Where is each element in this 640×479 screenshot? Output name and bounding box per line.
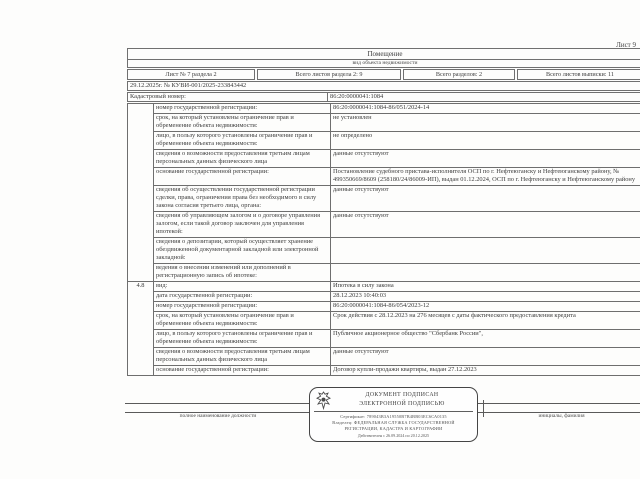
table-row <box>128 311 640 329</box>
rosreestr-emblem-icon <box>316 391 331 410</box>
initials-caption: инициалы, фамилия <box>538 413 585 419</box>
table-row <box>128 263 640 281</box>
signature-line-left-top <box>125 403 311 404</box>
row-label-cell: сведения о возможности предоставления третьим лицам персональных данных физического лица <box>154 149 331 167</box>
sheet-counts-row <box>127 69 640 80</box>
row-number-cell: 4.8 <box>128 281 154 375</box>
table-row <box>128 291 640 301</box>
table-row <box>128 113 640 131</box>
count-cell-section-sheets: Всего листов раздела 2: 9 <box>257 69 401 80</box>
table-row <box>128 365 640 375</box>
count-cell-sections: Всего разделов: 2 <box>403 69 515 80</box>
table-row <box>128 237 640 263</box>
position-caption: полное наименование должности <box>179 413 257 419</box>
registration-table-body <box>128 103 640 375</box>
registration-table <box>127 103 640 376</box>
row-value-cell: не определено <box>331 131 640 149</box>
stamp-header <box>314 391 473 410</box>
row-label-cell: сведения об управляющем залогом и о договоре управления залогом, если такой договор заключен для управления ипотекой: <box>154 211 331 237</box>
signature-stamp <box>309 387 478 442</box>
stamp-validity: Действителен с 26.09.2024 по 20.12.2025 <box>357 433 430 439</box>
row-label-cell: сведения о депозитарии, который осуществляет хранение обездвиженной документарной закладной или электронной закладной: <box>154 237 331 263</box>
row-label-cell: сведения о возможности предоставления третьим лицам персональных данных физического лица <box>154 347 331 365</box>
cadastral-number-value: 86:20:0000041:1084 <box>330 93 384 100</box>
cadastral-number-row <box>127 92 640 102</box>
table-row <box>128 211 640 237</box>
row-value-cell: данные отсутствуют <box>331 185 640 211</box>
row-value-cell: Постановление судебного пристава-исполнителя ОСП по г. Нефтеюганску и Нефтеюганскому району, № 499350669/8609 (258180/24/86009-ИП), выдан 01.12.2024, ОСП по г. Нефтеюганску и Нефтеюганскому району <box>331 167 640 185</box>
row-label-cell: номер государственной регистрации: <box>154 103 331 113</box>
table-row <box>128 167 640 185</box>
signature-line-right-top <box>476 403 640 404</box>
table-row <box>128 131 640 149</box>
row-label-cell: срок, на который установлены ограничение прав и обременение объекта недвижимости: <box>154 311 331 329</box>
row-value-cell: Ипотека в силу закона <box>331 281 640 291</box>
document-content <box>127 48 640 376</box>
table-row <box>128 281 640 291</box>
extract-date-number: 29.12.2025г. № КУВИ-001/2025-233843442 <box>127 81 640 91</box>
row-value-cell: Договор купли-продажи квартиры, выдан 27.12.2023 <box>331 365 640 375</box>
count-cell-sheet: Лист № 7 раздела 2 <box>127 69 255 80</box>
row-value-cell: данные отсутствуют <box>331 149 640 167</box>
row-value-cell: 86:20:0000041:1084-86/051/2024-14 <box>331 103 640 113</box>
row-label-cell: номер государственной регистрации: <box>154 301 331 311</box>
stamp-owner-line2: РЕГИСТРАЦИИ, КАДАСТРА И КАРТОГРАФИИ <box>344 426 443 432</box>
cadastral-number-label: Кадастровый номер: <box>128 93 328 101</box>
row-value-cell <box>331 263 640 281</box>
row-label-cell: лицо, в пользу которого установлены ограничение прав и обременение объекта недвижимости: <box>154 131 331 149</box>
row-value-cell: Срок действия с 28.12.2023 на 276 месяцев с даты фактического предоставления кредита <box>331 311 640 329</box>
stamp-separator <box>314 411 473 412</box>
row-value-cell: данные отсутствуют <box>331 211 640 237</box>
object-type-header <box>127 48 640 68</box>
table-row <box>128 347 640 365</box>
row-label-cell: ведения о внесении изменений или дополнений в регистрационную запись об ипотеке: <box>154 263 331 281</box>
object-type-caption: вид объекта недвижимости <box>352 60 418 66</box>
row-value-cell: данные отсутствуют <box>331 347 640 365</box>
row-label-cell: лицо, в пользу которого установлены ограничение прав и обременение объекта недвижимости: <box>154 329 331 347</box>
sheet-number-label: Лист 9 <box>616 41 636 49</box>
row-number-cell <box>128 103 154 281</box>
row-value-cell: 86:20:0000041:1084-86/054/2023-12 <box>331 301 640 311</box>
row-label-cell: основание государственной регистрации: <box>154 167 331 185</box>
row-value-cell: Публичное акционерное общество "Сбербанк России", <box>331 329 640 347</box>
row-label-cell: сведения об осуществлении государственной регистрации сделки, права, ограничения права без необходимого в силу закона согласия третьего лица, органа: <box>154 185 331 211</box>
stamp-title <box>331 391 473 408</box>
stamp-title-line1: ДОКУМЕНТ ПОДПИСАН <box>365 392 439 398</box>
row-label-cell: вид: <box>154 281 331 291</box>
row-label-cell: дата государственной регистрации: <box>154 291 331 301</box>
row-value-cell <box>331 237 640 263</box>
stamp-title-line2: ЭЛЕКТРОННОЙ ПОДПИСЬЮ <box>359 400 445 407</box>
table-row <box>128 149 640 167</box>
row-value-cell: не установлен <box>331 113 640 131</box>
row-label-cell: основание государственной регистрации: <box>154 365 331 375</box>
stamp-owner-line1: Владелец: ФЕДЕРАЛЬНАЯ СЛУЖБА ГОСУДАРСТВЕННОЙ <box>332 419 455 425</box>
object-type-title: Помещение <box>128 49 640 60</box>
row-value-cell: 28.12.2023 10:40:03 <box>331 291 640 301</box>
count-cell-total-sheets: Всего листов выписки: 11 <box>517 69 640 80</box>
stamp-certificate: Сертификат: 789043В3А19550В7В4ВВ03ЕС6СА0135 <box>340 413 447 419</box>
row-label-cell: срок, на который установлены ограничение прав и обременение объекта недвижимости: <box>154 113 331 131</box>
table-row <box>128 301 640 311</box>
table-row <box>128 103 640 113</box>
table-row <box>128 185 640 211</box>
table-row <box>128 329 640 347</box>
